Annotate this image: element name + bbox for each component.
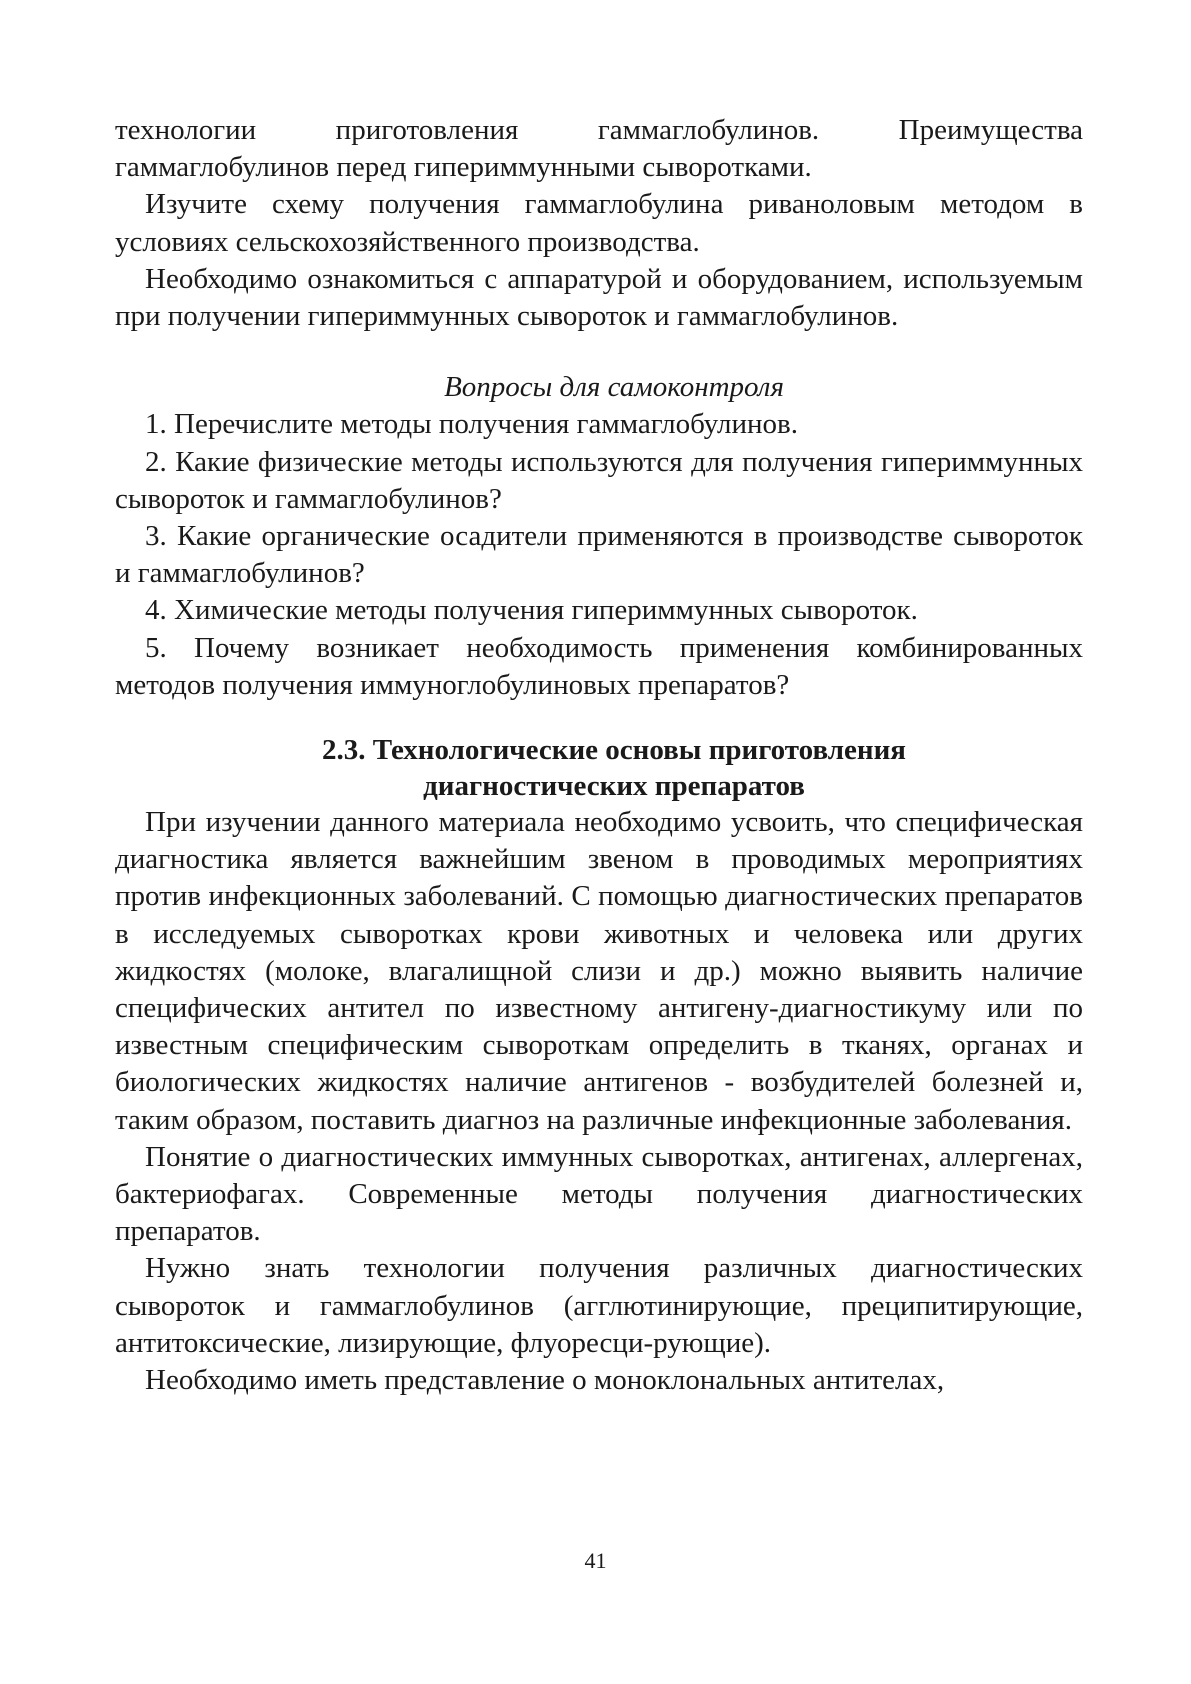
paragraph: Изучите схему получения гаммаглобулина риваноловым методом в условиях сельскохозяйственного производства. [115,188,1083,258]
section-heading-line1: 2.3. Технологические основы приготовления [322,734,906,767]
paragraph: технологии приготовления гаммаглобулинов. Преимущества гаммаглобулинов перед гипериммунными сыворотками. [115,114,1083,184]
section-heading-line2: диагностических препаратов [423,770,805,803]
question-item: 3. Какие органические осадители применяются в производстве сывороток и гаммаглобулинов? [115,520,1083,590]
page-number: 41 [584,1548,607,1573]
spacer [115,335,1083,369]
paragraph: Необходимо ознакомиться с аппаратурой и оборудованием, используемым при получении гипериммунных сывороток и гаммаглобулинов. [115,262,1083,333]
document-page [115,112,1083,1399]
question-item: 1. Перечислите методы получения гаммаглобулинов. [145,408,798,441]
paragraph: Необходимо иметь представление о моноклональных антителах, [145,1364,945,1397]
questions-title: Вопросы для самоконтроля [444,371,784,404]
question-item: 4. Химические методы получения гипериммунных сывороток. [145,594,918,627]
question-item: 2. Какие физические методы используются для получения гипериммунных сывороток и гаммаглобулинов? [115,445,1083,515]
paragraph: Нужно знать технологии получения различных диагностических сывороток и гаммаглобулинов (агглютинирующие, преципитирующие, антитоксические, лизирующие, флуоресци-рующие). [115,1252,1083,1359]
question-item: 5. Почему возникает необходимость применения комбинированных методов получения иммуноглобулиновых препаратов? [115,631,1083,701]
paragraph: При изучении данного материала необходимо усвоить, что специфическая диагностика является важнейшим звеном в проводимых мероприятиях против инфекционных заболеваний. С помощью диагностических препаратов в исследуемых сыворотках крови животных и человека или других жидкостях (молоке, влагалищной слизи и др.) можно выявить наличие специфических антител по известному антигену-диагностикуму или по известным специфическим сывороткам определить в тканях, органах и биологических жидкостях наличие антигенов - возбудителей болезней и, таким образом, поставить диагноз на различные инфекционные заболевания. [115,806,1083,1136]
paragraph: Понятие о диагностических иммунных сыворотках, антигенах, аллергенах, бактериофагах. Современные методы получения диагностических препаратов. [115,1140,1083,1248]
spacer [115,704,1083,732]
